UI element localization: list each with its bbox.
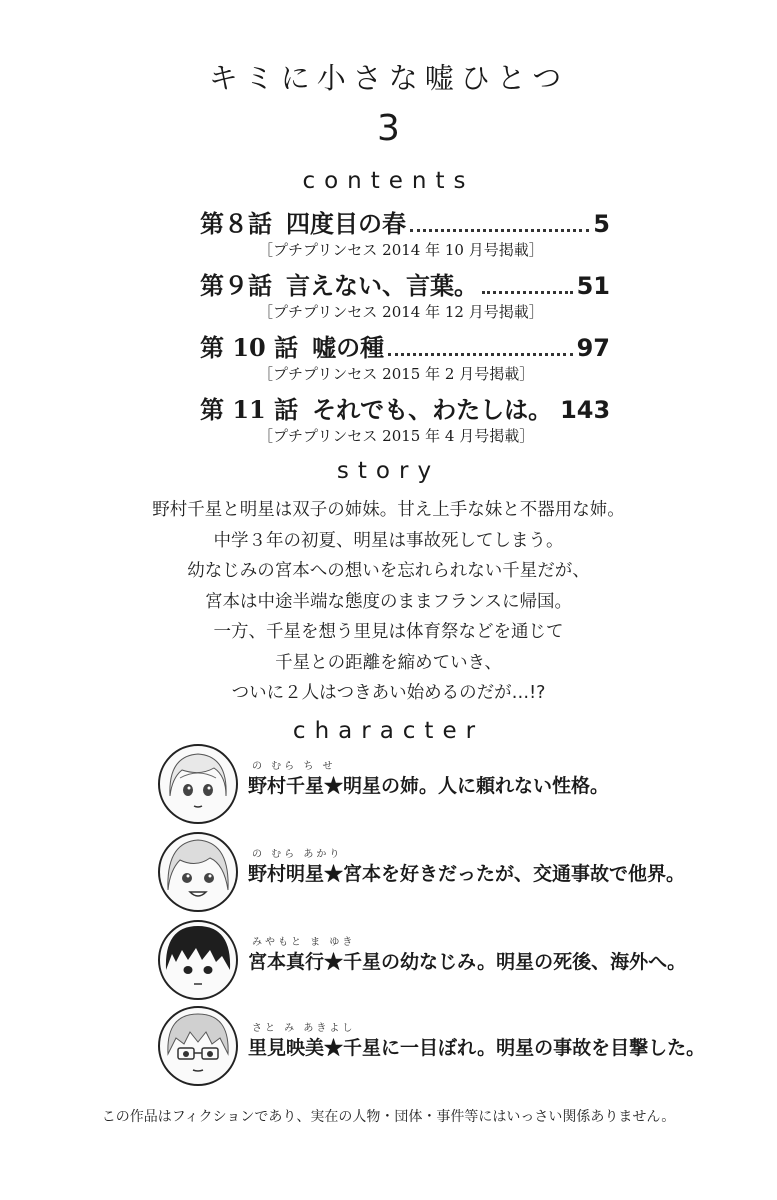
character-entry [158,920,687,1002]
story-line: 野村千星と明星は双子の姉妹。甘え上手な妹と不器用な姉。 [152,500,625,520]
toc-title: それでも、わたしは。 [312,395,553,424]
toc-chapter: 第 11 話 [200,395,299,424]
contents-heading: contents [302,168,475,194]
story-line: 千星との距離を縮めていき、 [275,652,502,673]
story-line: ついに２人はつきあい始めるのだが…!? [231,683,546,703]
toc-leader [388,353,572,356]
story-synopsis [0,495,777,709]
story-heading: story [336,458,441,484]
volume-number: 3 [377,108,400,149]
character-portrait-miyamoto [158,920,238,1000]
toc-leader [482,291,573,294]
toc-page: 97 [576,334,610,362]
toc-source: ［プチプリンセス 2014 年 10 月号掲載］ [258,241,544,259]
toc-chapter: 第 10 話 [200,333,299,362]
character-description: 宮本真行★千星の幼なじみ。明星の死後、海外へ。 [248,951,687,973]
character-name-reading: みやもと ま ゆき [252,937,356,948]
toc-chapter: 第９話 [200,271,272,300]
toc-entry [200,270,610,322]
character-description: 里見映美★千星に一目ぼれ。明星の事故を目撃した。 [248,1037,706,1059]
story-line: 宮本は中途半端な態度のままフランスに帰国。 [205,591,572,612]
character-portrait-chise [158,744,238,824]
character-portrait-akari [158,832,238,912]
table-of-contents [200,208,610,456]
character-entry [158,832,686,914]
story-line: 中学３年の初夏、明星は事故死してしまう。 [213,530,564,551]
toc-entry [200,208,610,260]
character-name-reading: の むら ち せ [252,761,336,772]
character-entry [158,1006,706,1088]
toc-page: 5 [593,210,610,238]
toc-source: ［プチプリンセス 2014 年 12 月号掲載］ [258,303,544,321]
toc-entry [200,332,610,384]
character-name-reading: の むら あかり [252,849,343,860]
toc-source: ［プチプリンセス 2015 年 2 月号掲載］ [258,365,535,383]
toc-title: 嘘の種 [312,333,385,362]
toc-title: 言えない、言葉。 [286,271,478,300]
character-entry [158,744,678,826]
story-line: 一方、千星を想う里見は体育祭などを通じて [213,622,564,642]
character-name-reading: さと み あきよし [252,1023,356,1034]
character-portrait-satomi [158,1006,238,1086]
toc-page: 51 [576,272,610,300]
toc-leader [410,229,589,232]
toc-chapter: 第８話 [200,209,272,238]
toc-entry [200,394,610,446]
story-line: 幼なじみの宮本への想いを忘れられない千星だが、 [187,561,590,581]
character-description: 野村千星★明星の姉。人に頼れない性格。 [248,775,610,797]
fiction-disclaimer: この作品はフィクションであり、実在の人物・団体・事件等にはいっさい関係ありません。 [101,1109,676,1125]
book-title: キミに小さな嘘ひとつ [208,61,569,95]
toc-page: 143 [560,396,611,424]
toc-source: ［プチプリンセス 2015 年 4 月号掲載］ [258,427,535,445]
character-heading: character [292,718,485,744]
toc-title: 四度目の春 [286,209,406,238]
character-description: 野村明星★宮本を好きだったが、交通事故で他界。 [248,863,686,885]
